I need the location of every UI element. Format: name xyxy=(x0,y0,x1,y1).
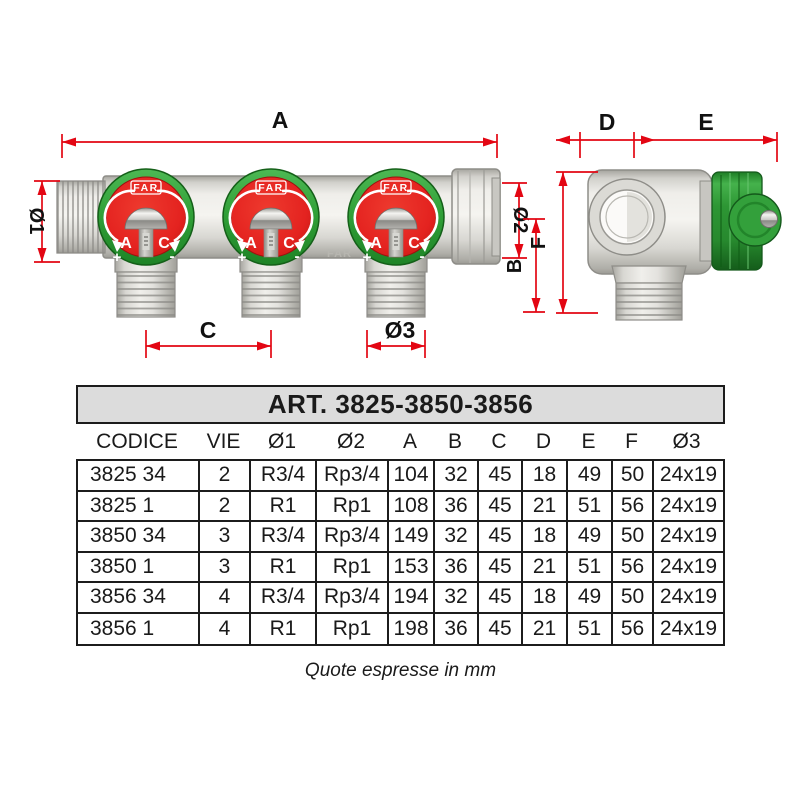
table-cell: 2 xyxy=(200,492,251,523)
table-cell: Rp1 xyxy=(317,614,389,645)
col-header-vie: VIE xyxy=(206,429,241,453)
dim-C-label: C xyxy=(199,317,217,343)
table-cell: 56 xyxy=(613,492,654,523)
table-cell: 50 xyxy=(613,461,654,492)
dim-B-label: B xyxy=(504,258,526,274)
table-cell: 24x19 xyxy=(659,616,718,640)
col-header-a: A xyxy=(402,429,417,453)
table-cell: 18 xyxy=(523,583,568,614)
table-cell: 32 xyxy=(435,522,479,553)
far-logo: FAR xyxy=(133,182,159,194)
side-view xyxy=(528,109,781,320)
knob-close-label: C xyxy=(283,235,295,252)
col-header-codice: CODICE xyxy=(96,429,178,453)
table-cell: Rp3/4 xyxy=(317,522,389,553)
table-cell: Rp3/4 xyxy=(317,461,389,492)
table-cell: 45 xyxy=(479,553,523,584)
table-cell: 24x19 xyxy=(654,461,723,492)
table-cell: 45 xyxy=(479,461,523,492)
table-cell: 3 xyxy=(200,553,251,584)
knob-open-label: A xyxy=(370,235,382,252)
table-cell: 36 xyxy=(435,492,479,523)
far-logo: FAR xyxy=(258,182,284,194)
table-cell: 45 xyxy=(479,492,523,523)
side-ring-port xyxy=(589,179,665,255)
col-header-phi2: Ø2 xyxy=(336,429,365,453)
table-cell: 3825 34 xyxy=(78,461,200,492)
table-cell: 45 xyxy=(479,583,523,614)
knob-close-label: C xyxy=(158,235,170,252)
col-header-b: B xyxy=(447,429,462,453)
table-cell: R1 xyxy=(251,614,317,645)
dim-D-label: D xyxy=(598,109,616,135)
table-cell: 3856 1 xyxy=(78,614,200,645)
table-cell: 21 xyxy=(523,553,568,584)
units-caption: Quote espresse in mm xyxy=(304,660,497,681)
table-cell: 24x19 xyxy=(654,553,723,584)
side-outlet xyxy=(612,266,686,320)
table-cell: 51 xyxy=(568,614,613,645)
table-cell: 149 xyxy=(389,522,435,553)
table-cell: 108 xyxy=(389,492,435,523)
dim-A xyxy=(62,134,497,158)
table-cell: 21 xyxy=(523,614,568,645)
col-header-phi1: Ø1 xyxy=(267,429,296,453)
dim-E-label: E xyxy=(698,109,714,135)
table-cell: Rp1 xyxy=(317,492,389,523)
table-cell: 45 xyxy=(479,522,523,553)
table-cell: 45 xyxy=(479,614,523,645)
knob-plus: + xyxy=(112,249,122,266)
valve-knob-3 xyxy=(348,169,444,266)
table-cell: 3856 34 xyxy=(78,583,200,614)
table-cell: 3850 1 xyxy=(78,553,200,584)
knob-close-label: C xyxy=(408,235,420,252)
spec-table-body xyxy=(76,459,725,646)
knob-minus: - xyxy=(169,248,175,265)
dim-DE xyxy=(556,132,777,162)
table-cell: 51 xyxy=(568,492,613,523)
table-cell: 21 xyxy=(523,492,568,523)
side-green-knob xyxy=(712,172,781,270)
table-cell: Rp1 xyxy=(317,553,389,584)
article-title: ART. 3825-3850-3856 xyxy=(76,385,725,424)
table-cell: 24x19 xyxy=(654,583,723,614)
table-cell: 50 xyxy=(613,583,654,614)
valve-knob-1 xyxy=(98,169,194,266)
col-header-phi3: Ø3 xyxy=(672,429,701,453)
table-cell: 4 xyxy=(200,583,251,614)
dim-phi3-label: Ø3 xyxy=(384,317,416,343)
table-cell: 49 xyxy=(568,522,613,553)
table-cell: R3/4 xyxy=(251,461,317,492)
knob-plus: + xyxy=(237,249,247,266)
dim-F-label: F xyxy=(528,236,550,250)
col-header-d: D xyxy=(535,429,552,453)
table-cell: 32 xyxy=(435,583,479,614)
table-cell: 50 xyxy=(613,522,654,553)
table-cell: 2 xyxy=(200,461,251,492)
knob-open-label: A xyxy=(245,235,257,252)
knob-minus: - xyxy=(419,248,425,265)
far-logo: FAR xyxy=(383,182,409,194)
table-cell: 153 xyxy=(389,553,435,584)
knob-plus: + xyxy=(362,249,372,266)
table-cell: 36 xyxy=(435,614,479,645)
spec-table xyxy=(76,385,725,646)
knob-collar xyxy=(700,181,713,261)
table-cell: Rp3/4 xyxy=(317,583,389,614)
col-header-c: C xyxy=(491,429,507,453)
table-cell: 3825 1 xyxy=(78,492,200,523)
table-cell: 24x19 xyxy=(654,522,723,553)
table-cell: 32 xyxy=(435,461,479,492)
table-cell: R1 xyxy=(251,492,317,523)
table-cell: 24x19 xyxy=(654,492,723,523)
col-header-e: E xyxy=(581,429,596,453)
technical-drawing xyxy=(0,0,800,380)
dim-phi2-label: Ø2 xyxy=(509,206,531,234)
dim-phi1-label: Ø1 xyxy=(25,207,47,235)
knob-screw xyxy=(761,211,778,228)
table-cell: 49 xyxy=(568,583,613,614)
col-header-f: F xyxy=(625,429,638,453)
table-cell: 198 xyxy=(389,614,435,645)
table-cell: 3 xyxy=(200,522,251,553)
table-cell: 194 xyxy=(389,583,435,614)
dim-A-label: A xyxy=(271,107,289,133)
table-cell: 56 xyxy=(613,553,654,584)
table-cell: 36 xyxy=(435,553,479,584)
knob-minus: - xyxy=(294,248,300,265)
valve-knob-2 xyxy=(223,169,319,266)
table-cell: 3850 34 xyxy=(78,522,200,553)
table-cell: 18 xyxy=(523,522,568,553)
table-cell: R3/4 xyxy=(251,522,317,553)
table-cell: 49 xyxy=(568,461,613,492)
knob-open-label: A xyxy=(120,235,132,252)
embossed-brand: FAR xyxy=(327,248,352,260)
table-cell: R1 xyxy=(251,553,317,584)
table-cell: 18 xyxy=(523,461,568,492)
union-nut xyxy=(452,169,500,264)
column-headers xyxy=(76,424,725,459)
table-cell: 51 xyxy=(568,553,613,584)
table-cell: 56 xyxy=(613,614,654,645)
table-cell: 104 xyxy=(389,461,435,492)
table-cell: R3/4 xyxy=(251,583,317,614)
front-view xyxy=(25,107,545,358)
table-cell: 4 xyxy=(200,614,251,645)
